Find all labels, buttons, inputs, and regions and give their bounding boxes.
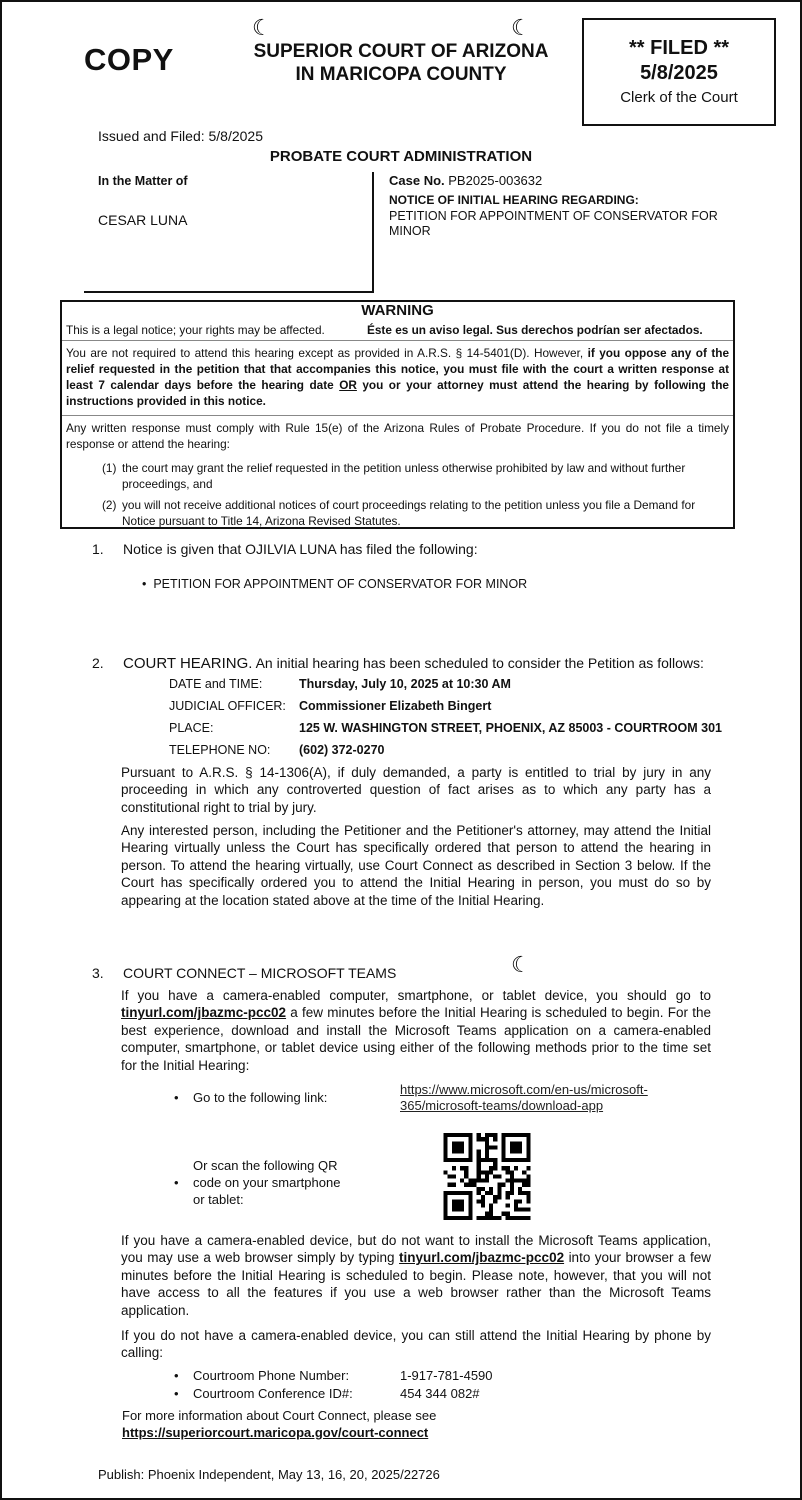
section-3-heading: COURT CONNECT – MICROSOFT TEAMS (123, 965, 397, 981)
warning-p1-bold-end: you or your attorney must attend the hearing by following the instructions provided in this notice. (66, 378, 729, 408)
copy-stamp: COPY (84, 42, 174, 77)
punch-hole-mark: ☾ (252, 15, 272, 40)
section-number: 3. (92, 965, 104, 981)
conference-id: 454 344 082# (400, 1386, 480, 1401)
bullet-icon: • (142, 577, 154, 591)
warning-paragraph-1 (66, 345, 729, 409)
section-3-p1-rest: a few minutes before the Initial Hearing is scheduled to begin. For the best experience, download and install the Microsoft Teams application on a camera-enabled computer, smartphone, or tablet device using either of the following methods prior to the time set for the Initial Hearing: (121, 1005, 711, 1073)
case-number-label: Case No. (389, 173, 445, 188)
download-link-label: Go to the following link: (193, 1090, 328, 1105)
hearing-place-value: 125 W. WASHINGTON STREET, PHOENIX, AZ 85003 - COURTROOM 301 (299, 721, 723, 735)
jury-paragraph: Pursuant to A.R.S. § 14-1306(A), if duly demanded, a party is entitled to trial by jury in any proceeding in which any controverted question of fact arises as to which any party has a constitutional right to trial by jury. (121, 765, 711, 815)
court-title (212, 40, 590, 86)
filed-stamp-box (582, 18, 776, 126)
warning-box (60, 300, 735, 529)
section-3-paragraph-2 (121, 1232, 711, 1319)
hearing-date-value: Thursday, July 10, 2025 at 10:30 AM (299, 677, 511, 691)
hearing-officer-value: Commissioner Elizabeth Bingert (299, 699, 492, 713)
warning-title: WARNING (361, 302, 434, 319)
notice-title: NOTICE OF INITIAL HEARING REGARDING: (389, 193, 639, 207)
warning-item-text: you will not receive additional notices of court proceedings relating to the petition unless you file a Demand for Notice pursuant to Title 14, Arizona Revised Statutes. (122, 498, 696, 528)
bullet-icon: • (174, 1368, 179, 1383)
phone-label: Courtroom Phone Number: (193, 1368, 350, 1383)
bullet-icon: • (174, 1175, 179, 1190)
case-number: PB2025-003632 (448, 173, 543, 188)
tinyurl-link[interactable]: tinyurl.com/jbazmc-pcc02 (121, 1005, 287, 1021)
section-2-title: COURT HEARING. (123, 655, 253, 672)
case-number-line (389, 173, 542, 188)
section-1-bullet-text: PETITION FOR APPOINTMENT OF CONSERVATOR FOR MINOR (153, 577, 528, 591)
punch-hole-mark: ☾ (511, 15, 531, 40)
court-county: IN MARICOPA COUNTY (295, 64, 507, 85)
hearing-label: TELEPHONE NO: (169, 743, 271, 757)
court-connect-link[interactable]: https://superiorcourt.maricopa.gov/court-connect (122, 1425, 429, 1440)
warning-item-number: (2) (102, 498, 117, 512)
hearing-label: DATE and TIME: (169, 677, 263, 691)
punch-hole-mark: ☾ (511, 952, 531, 977)
caption-divider (372, 172, 374, 292)
caption-underline (84, 291, 374, 293)
warning-spanish: Éste es un aviso legal. Sus derechos podrían ser afectados. (367, 323, 703, 337)
matter-label: In the Matter of (98, 174, 188, 188)
phone-number: 1-917-781-4590 (400, 1368, 493, 1383)
filed-label: ** FILED ** (628, 37, 730, 59)
teams-download-link[interactable]: https://www.microsoft.com/en-us/microsoft-365/microsoft-teams/download-app (400, 1082, 648, 1113)
section-3-p1-intro: If you have a camera-enabled computer, smartphone, or tablet device, you should go to (121, 988, 711, 1003)
warning-p1-bold: if you oppose any of the relief requested in the petition that that accompanies this notice, you must file with the court a written response at least 7 calendar days before the hearing date (66, 346, 730, 392)
section-3-paragraph-1 (121, 987, 711, 1074)
virtual-attendance-paragraph: Any interested person, including the Petitioner and the Petitioner's attorney, may attend the Initial Hearing virtually unless the Court has specifically ordered that person to attend the hearing in person. To attend the hearing virtually, use Court Connect as described in Section 3 below. If the Court has specifically ordered you to attend the Initial Hearing in person, you must do so by appearing at the location stated above at the time of the Initial Hearing. (121, 823, 711, 908)
warning-divider (62, 340, 733, 341)
warning-item-text: the court may grant the relief requested in the petition unless otherwise prohibited by law and without further proceedings, and (122, 461, 686, 491)
section-number: 1. (92, 541, 104, 557)
section-3-p2-intro: If you have a camera-enabled device, but do not want to install the Microsoft Teams application, you may use a web browser simply by typing (121, 1233, 711, 1266)
publish-line: Publish: Phoenix Independent, May 13, 16, 20, 2025/22726 (98, 1467, 440, 1482)
section-1-bullet (142, 577, 527, 591)
warning-p1-intro: You are not required to attend this hearing except as provided in A.R.S. § 14-5401(D). However, (66, 346, 584, 360)
section-1-text: Notice is given that OJILVIA LUNA has filed the following: (123, 541, 478, 557)
section-3-paragraph-3: If you do not have a camera-enabled device, you can still attend the Initial Hearing by phone by calling: (121, 1328, 711, 1361)
section-number: 2. (92, 655, 104, 671)
more-info-text: For more information about Court Connect, please see (122, 1408, 437, 1423)
warning-paragraph-2: Any written response must comply with Rule 15(e) of the Arizona Rules of Probate Procedure. If you do not file a timely response or attend the hearing: (66, 421, 729, 451)
warning-divider (62, 415, 733, 416)
warning-item-number: (1) (102, 461, 117, 475)
notice-subject: PETITION FOR APPOINTMENT OF CONSERVATOR FOR MINOR (389, 209, 718, 238)
hearing-phone-value: (602) 372-0270 (299, 743, 385, 757)
filed-date: 5/8/2025 (640, 62, 718, 84)
conference-label: Courtroom Conference ID#: (193, 1386, 353, 1401)
hearing-label: JUDICIAL OFFICER: (169, 699, 286, 713)
filed-clerk: Clerk of the Court (620, 89, 738, 106)
bullet-icon: • (174, 1386, 179, 1401)
warning-p1-or: OR (339, 378, 357, 392)
section-2-intro: An initial hearing has been scheduled to consider the Petition as follows: (255, 655, 704, 671)
bullet-icon: • (174, 1090, 179, 1105)
section-3-p2-rest: into your browser a few minutes before the Initial Hearing is scheduled to begin. Please note, however, that you will not have access to all the features if you use a web browser rather than the Microsoft Teams application. (121, 1250, 711, 1318)
hearing-label: PLACE: (169, 721, 214, 735)
tinyurl-link[interactable]: tinyurl.com/jbazmc-pcc02 (399, 1250, 565, 1266)
court-name: SUPERIOR COURT OF ARIZONA (253, 41, 549, 62)
warning-english: This is a legal notice; your rights may be affected. (66, 323, 325, 337)
matter-name: CESAR LUNA (98, 212, 188, 228)
department-title: PROBATE COURT ADMINISTRATION (269, 148, 533, 165)
qr-code[interactable] (434, 1133, 540, 1220)
section-2-heading (123, 655, 704, 672)
qr-label: Or scan the following QR code on your smartphone or tablet: (193, 1158, 341, 1207)
issued-date: Issued and Filed: 5/8/2025 (98, 128, 264, 144)
